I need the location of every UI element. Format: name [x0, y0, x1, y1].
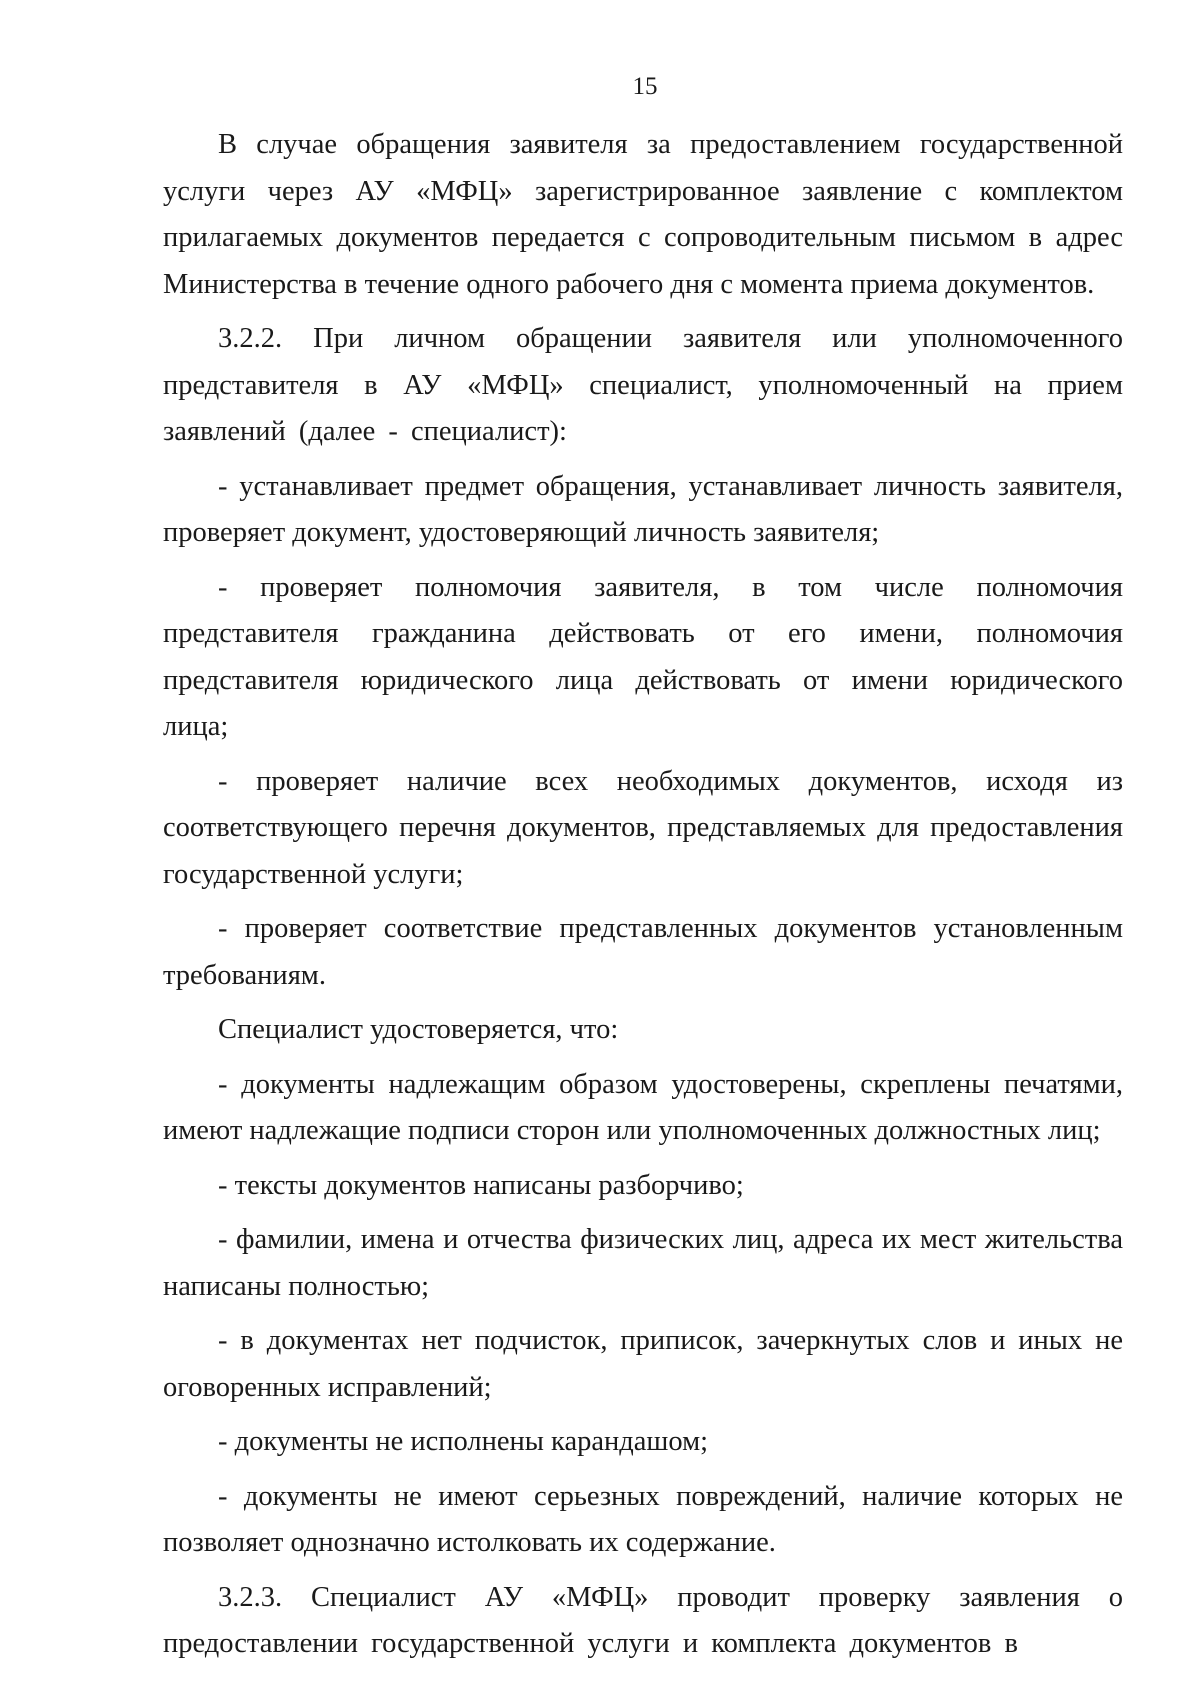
- page-number: 15: [632, 73, 658, 100]
- list-item-no-damage: - документы не имеют серьезных повреждений, наличие которых не позволяет однозначно истолковать их содержание.: [163, 1480, 1123, 1558]
- paragraph-section-3-2-2: 3.2.2. При личном обращении заявителя или уполномоченного представителя в АУ «МФЦ» специалист, уполномоченный на прием заявлений (далее - специалист):: [163, 323, 1123, 447]
- list-item-check-authority: - проверяет полномочия заявителя, в том числе полномочия представителя гражданина действовать от его имени, полномочия представителя юридического лица действовать от имени юридического лица;: [163, 571, 1123, 742]
- list-item-check-requirements: - проверяет соответствие представленных документов установленным требованиям.: [163, 913, 1123, 991]
- paragraph-specialist-verifies: Специалист удостоверяется, что:: [218, 1014, 619, 1045]
- paragraph-section-3-2-3: 3.2.3. Специалист АУ «МФЦ» проводит проверку заявления о предоставлении государственной услуги и комплекта документов в: [163, 1581, 1123, 1659]
- list-item-establish-subject: - устанавливает предмет обращения, устанавливает личность заявителя, проверяет документ, удостоверяющий личность заявителя;: [163, 470, 1123, 548]
- list-item-legible-text: - тексты документов написаны разборчиво;: [218, 1169, 744, 1201]
- list-item-not-pencil: - документы не исполнены карандашом;: [218, 1426, 709, 1457]
- list-item-documents-certified: - документы надлежащим образом удостоверены, скреплены печатями, имеют надлежащие подписи сторон или уполномоченных должностных лиц;: [163, 1068, 1123, 1146]
- list-item-no-corrections: - в документах нет подчисток, приписок, зачеркнутых слов и иных не оговоренных исправлений;: [163, 1325, 1123, 1403]
- list-item-full-names: - фамилии, имена и отчества физических лиц, адреса их мест жительства написаны полностью;: [163, 1224, 1123, 1302]
- list-item-check-documents-presence: - проверяет наличие всех необходимых документов, исходя из соответствующего перечня документов, представляемых для предоставления государственной услуги;: [163, 765, 1123, 890]
- paragraph-mfc-application-transfer: В случае обращения заявителя за предоставлением государственной услуги через АУ «МФЦ» зарегистрированное заявление с комплектом прилагаемых документов передается с сопроводительным письмом в адрес Министерства в течение одного рабочего дня с момента приема документов.: [163, 129, 1123, 300]
- document-body: [163, 122, 1123, 1676]
